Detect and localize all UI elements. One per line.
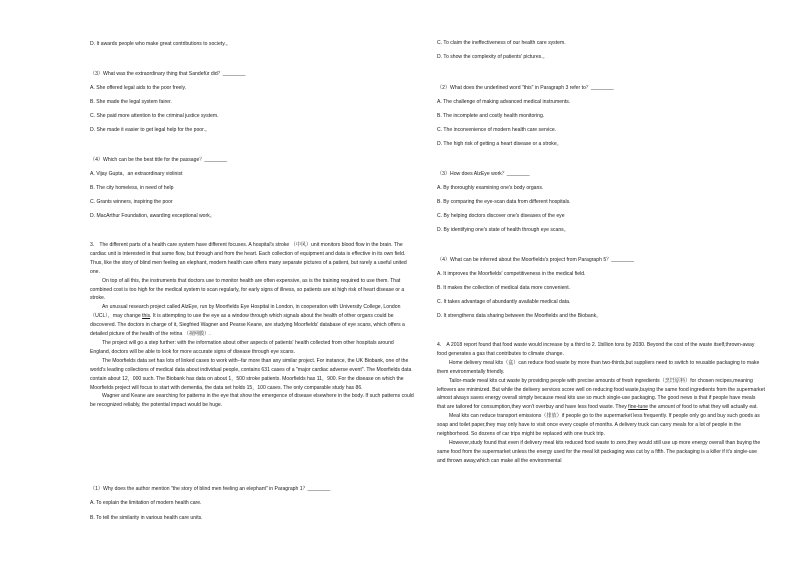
- passage-paragraph: Home delivery meal kits（盒）can reduce food waste by more than two-thirds,but suppliers need to switch to reusable packaging to make them environmentally friendly.: [437, 359, 760, 375]
- reading-passage-3: [90, 241, 415, 410]
- passage-paragraph: 3. The different parts of a health care system have different focuses. A hospital's stroke （中风）unit monitors blood flow in the brain. The cardiac unit is interested in that same flow, but through and from the heart. Each collection of equipment and data is effective in its own field. Thus, like the story of blind men feeling an elephant, modern health care offers many separate pictures of a patient, but rarely a useful united one.: [90, 242, 407, 275]
- passage-paragraph: However,study found that even if delivery meal kits reduced food waste to zero,they would still use up more energy overall than buying the same food from the supermarket unless the energy used for the meal kit packaging was cut by a fifth. The packaging is a killer if it's single-use and thrown away,which can make all the environmental: [437, 439, 761, 464]
- question-stem: （2）What does the underlined word "this" in Paragraph 3 refer to？________: [437, 85, 614, 91]
- question-option: A. The challenge of making advanced medical instruments.: [437, 99, 571, 105]
- question-option: C. To claim the ineffectiveness of our health care system.: [437, 40, 566, 46]
- passage-paragraph: On top of all this, the instruments that doctors use to monitor health are often expensive, as is the training required to use them. That combined cost is too high for the medical system to scan regularly, for early signs of illness, so patients are at high risk of heart disease or a stroke.: [90, 277, 405, 302]
- question-stem: （4）What can be inferred about the Moorfields's project from Paragraph 5？________: [437, 257, 634, 263]
- question-stem: （1）Why does the author mention "the story of blind men feeling an elephant" in Paragraph 1？________: [90, 486, 331, 492]
- question-option: B. It makes the collection of medical data more convenient.: [437, 285, 571, 291]
- passage-paragraph: 4. A 2018 report found that food waste would increase by a third to 2. 1billion tons by 2030. Beyond the cost of the waste itself,thrown-away food generates a gas that contributes to climate change.: [437, 342, 755, 357]
- question-stem: （3）How does AlzEye work？________: [437, 171, 530, 177]
- question-option: D. MacArthur Foundation, awarding exceptional work。: [90, 213, 215, 219]
- question-option: B. She made the legal system fairer.: [90, 99, 172, 105]
- question-option: C. By helping doctors discover one's diseases of the eye: [437, 213, 565, 219]
- question-option: D. It strengthens data sharing between the Moorfields and the Biobank。: [437, 313, 602, 319]
- question-option: A. She offered legal aids to the poor freely.: [90, 85, 187, 91]
- passage-paragraph: An unusual research project called AlzEye, run by Moorfields Eye Hospital in London, in cooperation with University College, London （UCL），may change this. It is attempting to use the eye as a window through which signals about the health of other organs could be discovered. The doctors in charge of it, Siegfried Wagner and Pearse Keane, are studying Moorfields' database of eye scans, which offers a detailed picture of the health of the retina （视网膜）.: [90, 304, 405, 338]
- question-option: D. It awards people who make great contributions to society.。: [90, 41, 231, 47]
- underlined-word: this: [142, 313, 151, 320]
- question-stem: （3）What was the extraordinary thing that Sandefür did？________: [90, 71, 246, 77]
- question-option: A. It improves the Moorfields' competitiveness in the medical field.: [437, 271, 586, 277]
- question-option: B. By comparing the eye-scan data from different hospitals.: [437, 199, 571, 205]
- question-option: D. To show the complexity of patients' pictures.。: [437, 54, 548, 60]
- question-option: A. By thoroughly examining one's body organs.: [437, 185, 544, 191]
- underlined-word: fine-tune: [628, 404, 648, 411]
- question-option: A. Vijay Gupta，an extraordinary violinist: [90, 171, 183, 177]
- question-option: A. To explain the limitation of modern health care.: [90, 500, 202, 506]
- question-option: B. The incomplete and costly health monitoring.: [437, 113, 545, 119]
- question-option: C. The inconvenience of modern health care service.: [437, 127, 557, 133]
- passage-paragraph: The Moorfields data set has lots of linked cases to work with--far more than any similar project. For instance, the UK Biobank, one of the world's leading collections of medical data about individual people, contains 631 cases of a "major cardiac adverse event". The Moorfields data contain about 12，000 such. The Biobank has data on about 1，500 stroke patients. Moorfields has 11，900. For the disease on which the Moorfields project will focus to start with dementia, the data set holds 15，100 cases. The only comparable study has 86.: [90, 357, 412, 391]
- question-option: D. By identifying one's state of health through eye scans。: [437, 227, 569, 233]
- passage-paragraph: The project will go a step further: with the information about other aspects of patients' health collected from other hospitals around England, doctors will be able to look for more accurate signs of disease through eye scans.: [90, 339, 394, 355]
- question-option: C. She paid more attention to the criminal justice system.: [90, 113, 219, 119]
- passage-paragraph: Tailor-made meal kits cut waste by providing people with precise amounts of fresh ingredients（烹饪原料）for chosen recipes,meaning leftovers are minimized. But while the delivery services score well on reducing food waste,buying the same food ingredients from the supermarket almost always saves energy overall simply because meal kits use so much single-use packaging. The good news is that if people have meals that are tailored for consumption,they won't overbuy and have less food waste. They fine-tune the amount of food to what they will actually eat.: [437, 377, 765, 411]
- passage-paragraph: Meal kits can reduce transport emissions（排放）if people go to the supermarket less frequently. If people only go and buy such goods as soap and toilet paper,they may only have to visit once every couple of months. A delivery truck can carry meals for a lot of people in the neighborhood. So dozens of car trips might be replaced with one truck trip.: [437, 413, 760, 438]
- question-option: D. She made it easier to get legal help for the poor.。: [90, 127, 211, 133]
- question-option: B. To tell the similarity in various health care units.: [90, 515, 203, 521]
- question-option: D. The high risk of getting a heart disease or a stroke。: [437, 141, 562, 147]
- reading-passage-4: [437, 341, 765, 466]
- question-option: C. It takes advantage of abundantly available medical data.: [437, 299, 571, 305]
- question-stem: （4）Which can be the best title for the passage？________: [90, 157, 228, 163]
- passage-paragraph: Wagner and Keane are searching for patterns in the eye that show the emergence of disease elsewhere in the body. If such patterns could be recognized reliably, the potential impact would be huge.: [90, 393, 414, 409]
- question-option: C. Grants winners, inspiring the poor: [90, 199, 173, 205]
- question-option: B. The city homeless, in need of help: [90, 185, 174, 191]
